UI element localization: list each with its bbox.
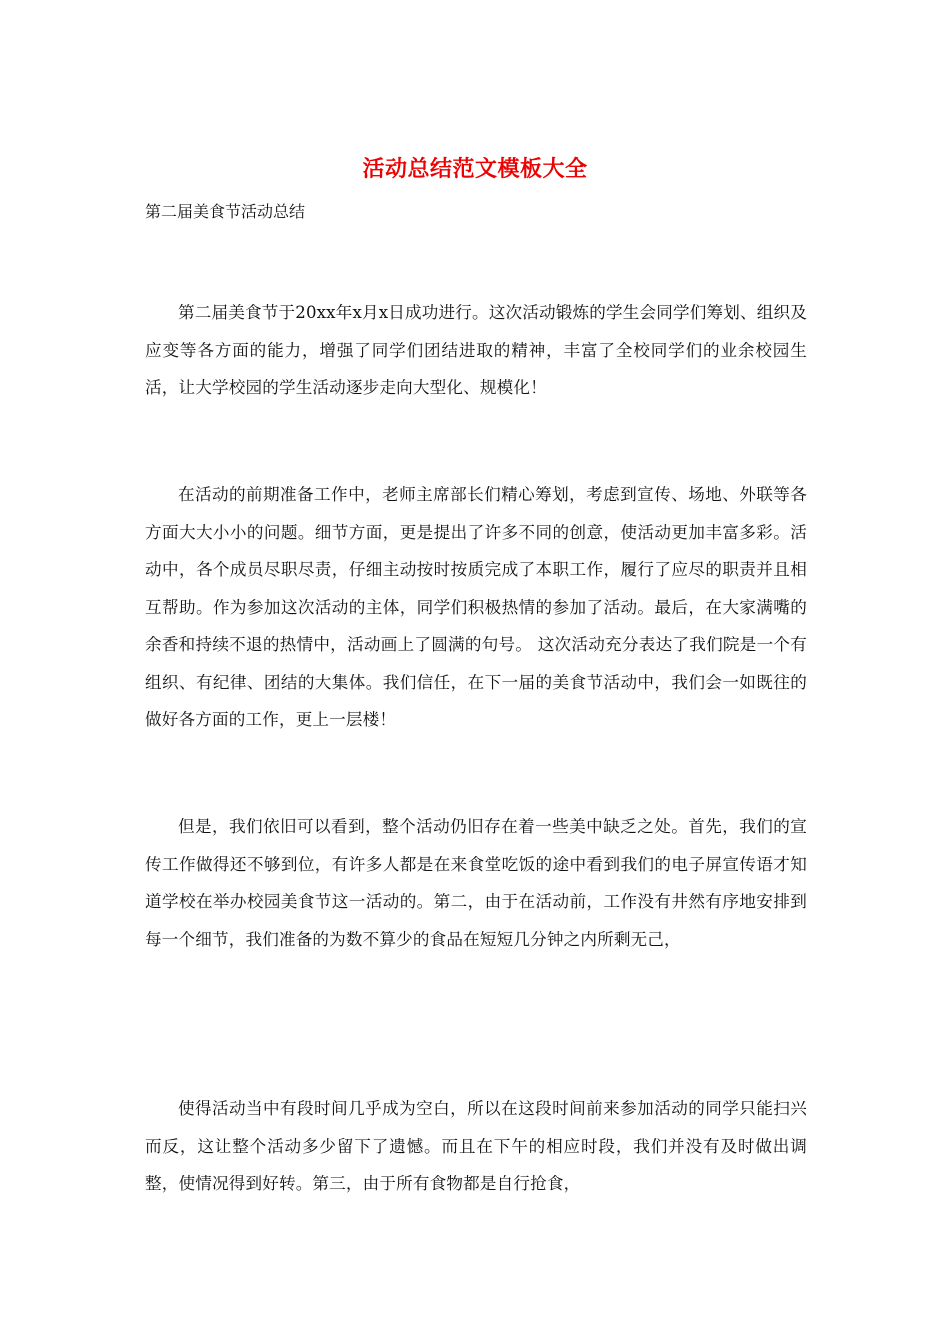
paragraph-3: 但是，我们依旧可以看到，整个活动仍旧存在着一些美中缺乏之处。首先，我们的宣传工作做得还不够到位，有许多人都是在来食堂吃饭的途中看到我们的电子屏宣传语才知道学校在举办校园美食节这一活动的。第二，由于在活动前，工作没有井然有序地安排到每一个细节，我们准备的为数不算少的食品在短短几分钟之内所剩无己， [145, 817, 807, 949]
paragraph-4: 使得活动当中有段时间几乎成为空白，所以在这段时间前来参加活动的同学只能扫兴而反，这让整个活动多少留下了遗憾。而且在下午的相应时段，我们并没有及时做出调整，使情况得到好转。第三，由于所有食物都是自行抢食， [145, 1099, 807, 1193]
paragraph-1: 第二届美食节于20xx年x月x日成功进行。这次活动锻炼的学生会同学们筹划、组织及应变等各方面的能力，增强了同学们团结进取的精神，丰富了全校同学们的业余校园生活，让大学校园的学生活动逐步走向大型化、规模化！ [145, 303, 807, 397]
document-subtitle: 第二届美食节活动总结 [145, 202, 306, 221]
document-title: 活动总结范文模板大全 [362, 156, 588, 182]
paragraph-2: 在活动的前期准备工作中，老师主席部长们精心筹划，考虑到宣传、场地、外联等各方面大大小小的问题。细节方面，更是提出了许多不同的创意，使活动更加丰富多彩。活动中，各个成员尽职尽责，仔细主动按时按质完成了本职工作，履行了应尽的职责并且相互帮助。作为参加这次活动的主体，同学们积极热情的参加了活动。最后，在大家满嘴的余香和持续不退的热情中，活动画上了圆满的句号。 这次活动充分表达了我们院是一个有组织、有纪律、团结的大集体。我们信任，在下一届的美食节活动中，我们会一如既往的做好各方面的工作，更上一层楼！ [145, 485, 807, 729]
